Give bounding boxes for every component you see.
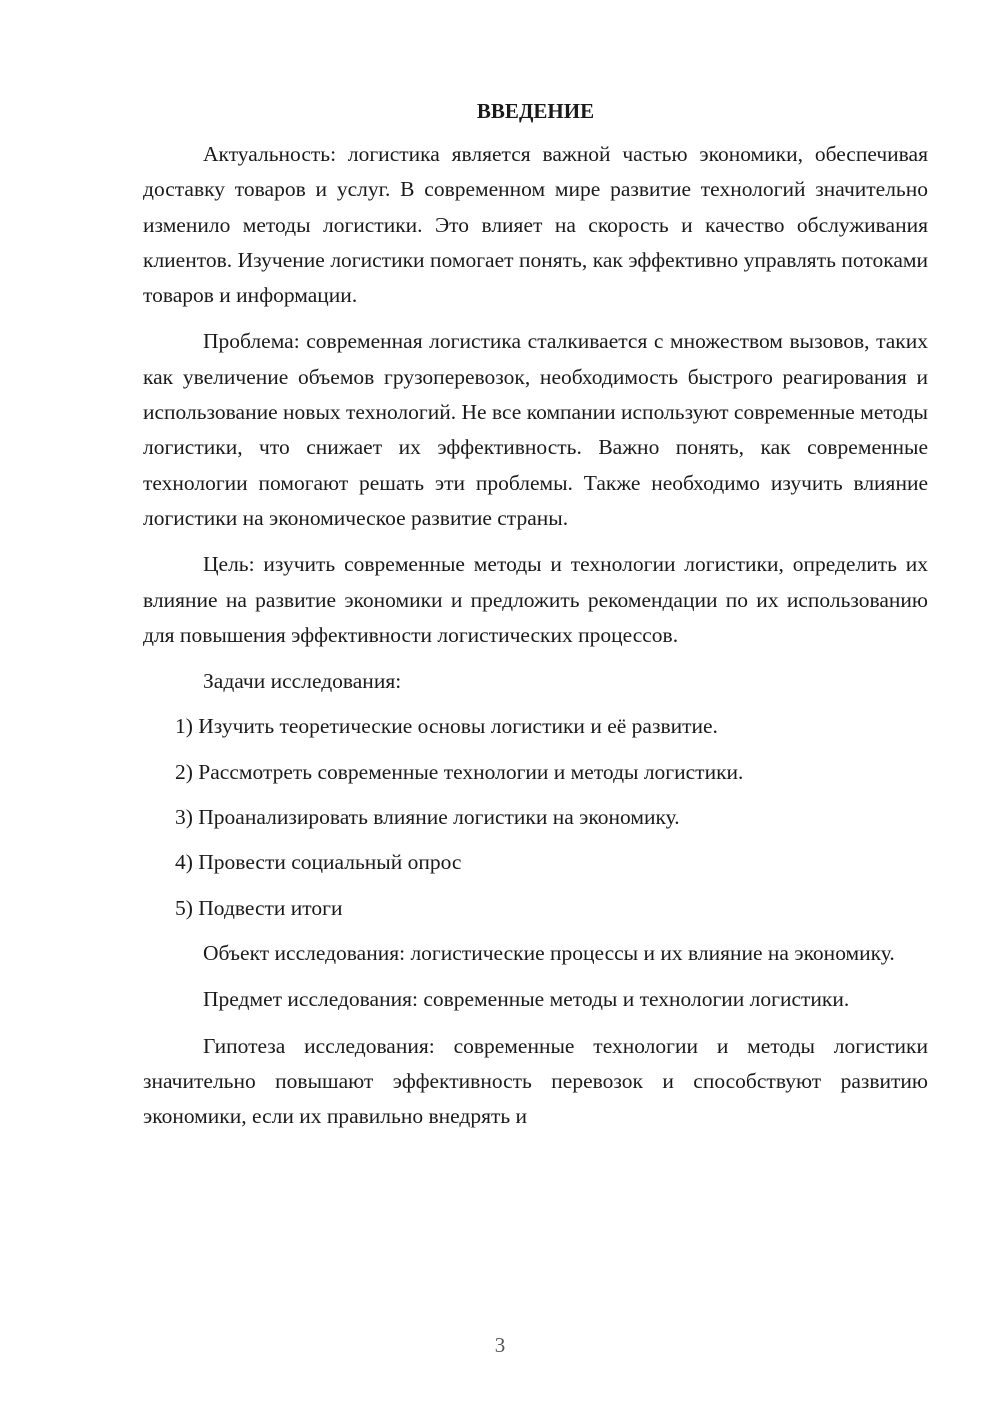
document-page xyxy=(143,96,928,1145)
paragraph-relevance: Актуальность: логистика является важной частью экономики, обеспечивая доставку товаров и услуг. В современном мире развитие технологий значительно изменило методы логистики. Это влияет на скорость и качество обслуживания клиентов. Изучение логистики помогает понять, как эффективно управлять потоками товаров и информации. xyxy=(143,142,928,308)
paragraph-goal: Цель: изучить современные методы и технологии логистики, определить их влияние на развитие экономики и предложить рекомендации по их использованию для повышения эффективности логистических процессов. xyxy=(143,552,928,647)
task-item: 2) Рассмотреть современные технологии и методы логистики. xyxy=(175,759,744,784)
tasks-heading: Задачи исследования: xyxy=(203,669,402,694)
paragraph-hypothesis: Гипотеза исследования: современные технологии и методы логистики значительно повышают эффективность перевозок и способствуют развитию экономики, если их правильно внедрять и xyxy=(143,1033,928,1129)
task-item: 1) Изучить теоретические основы логистики и её развитие. xyxy=(175,714,718,739)
task-item: 5) Подвести итоги xyxy=(175,895,343,920)
page-number: 3 xyxy=(494,1333,506,1357)
task-item: 3) Проанализировать влияние логистики на экономику. xyxy=(175,805,680,830)
page-title: ВВЕДЕНИЕ xyxy=(476,99,595,123)
task-item: 4) Провести социальный опрос xyxy=(175,850,462,875)
paragraph-problem: Проблема: современная логистика сталкивается с множеством вызовов, таких как увеличение объемов грузоперевозок, необходимость быстрого реагирования и использование новых технологий. Не все компании используют современные методы логистики, что снижает их эффективность. Важно понять, как современные технологии помогают решать эти проблемы. Также необходимо изучить влияние логистики на экономическое развитие страны. xyxy=(143,329,928,530)
paragraph-object: Объект исследования: логистические процессы и их влияние на экономику. xyxy=(203,940,895,965)
paragraph-subject: Предмет исследования: современные методы и технологии логистики. xyxy=(203,987,850,1012)
